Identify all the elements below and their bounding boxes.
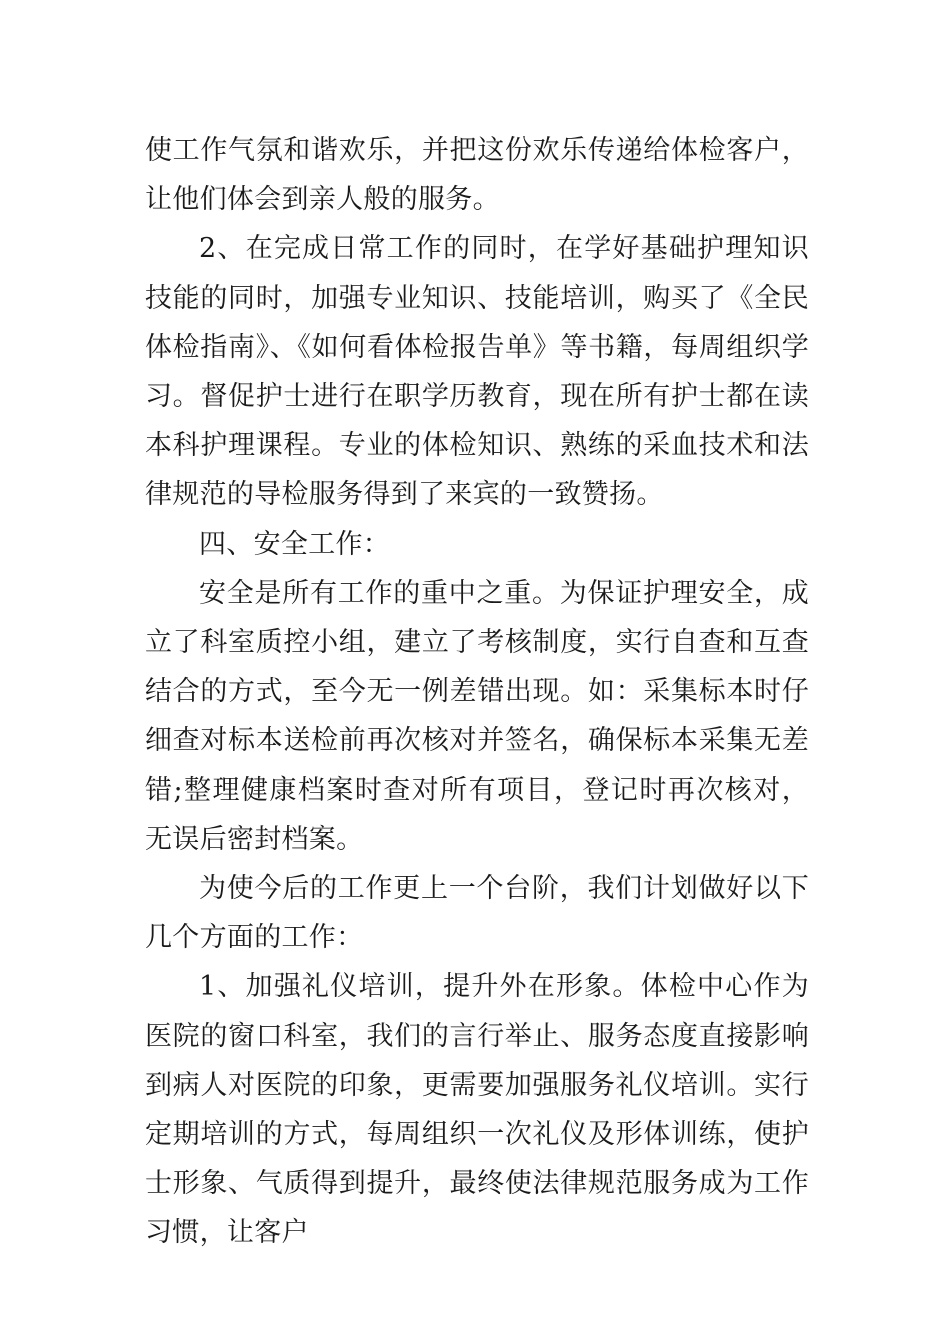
paragraph-continuation: 使工作气氛和谐欢乐，并把这份欢乐传递给体检客户，让他们体会到亲人般的服务。 bbox=[145, 135, 809, 216]
document-body bbox=[145, 126, 809, 1258]
section-heading-safety: 四、安全工作： bbox=[199, 528, 391, 560]
paragraph-plan-intro: 为使今后的工作更上一个台阶，我们计划做好以下几个方面的工作： bbox=[145, 873, 809, 954]
paragraph-safety: 安全是所有工作的重中之重。为保证护理安全，成立了科室质控小组，建立了考核制度，实行自查和互查结合的方式，至今无一例差错出现。如：采集标本时仔细查对标本送检前再次核对并签名，确保标本采集无差错;整理健康档案时查对所有项目，登记时再次核对，无误后密封档案。 bbox=[145, 577, 809, 855]
paragraph-etiquette: 1、加强礼仪培训，提升外在形象。体检中心作为医院的窗口科室，我们的言行举止、服务态度直接影响到病人对医院的印象，更需要加强服务礼仪培训。实行定期培训的方式，每周组织一次礼仪及形体训练，使护士形象、气质得到提升，最终使法律规范服务成为工作习惯，让客户 bbox=[145, 971, 809, 1249]
paragraph-training: 2、在完成日常工作的同时，在学好基础护理知识技能的同时，加强专业知识、技能培训，购买了《全民体检指南》、《如何看体检报告单》等书籍，每周组织学习。督促护士进行在职学历教育，现在所有护士都在读本科护理课程。专业的体检知识、熟练的采血技术和法律规范的导检服务得到了来宾的一致赞扬。 bbox=[145, 233, 809, 511]
